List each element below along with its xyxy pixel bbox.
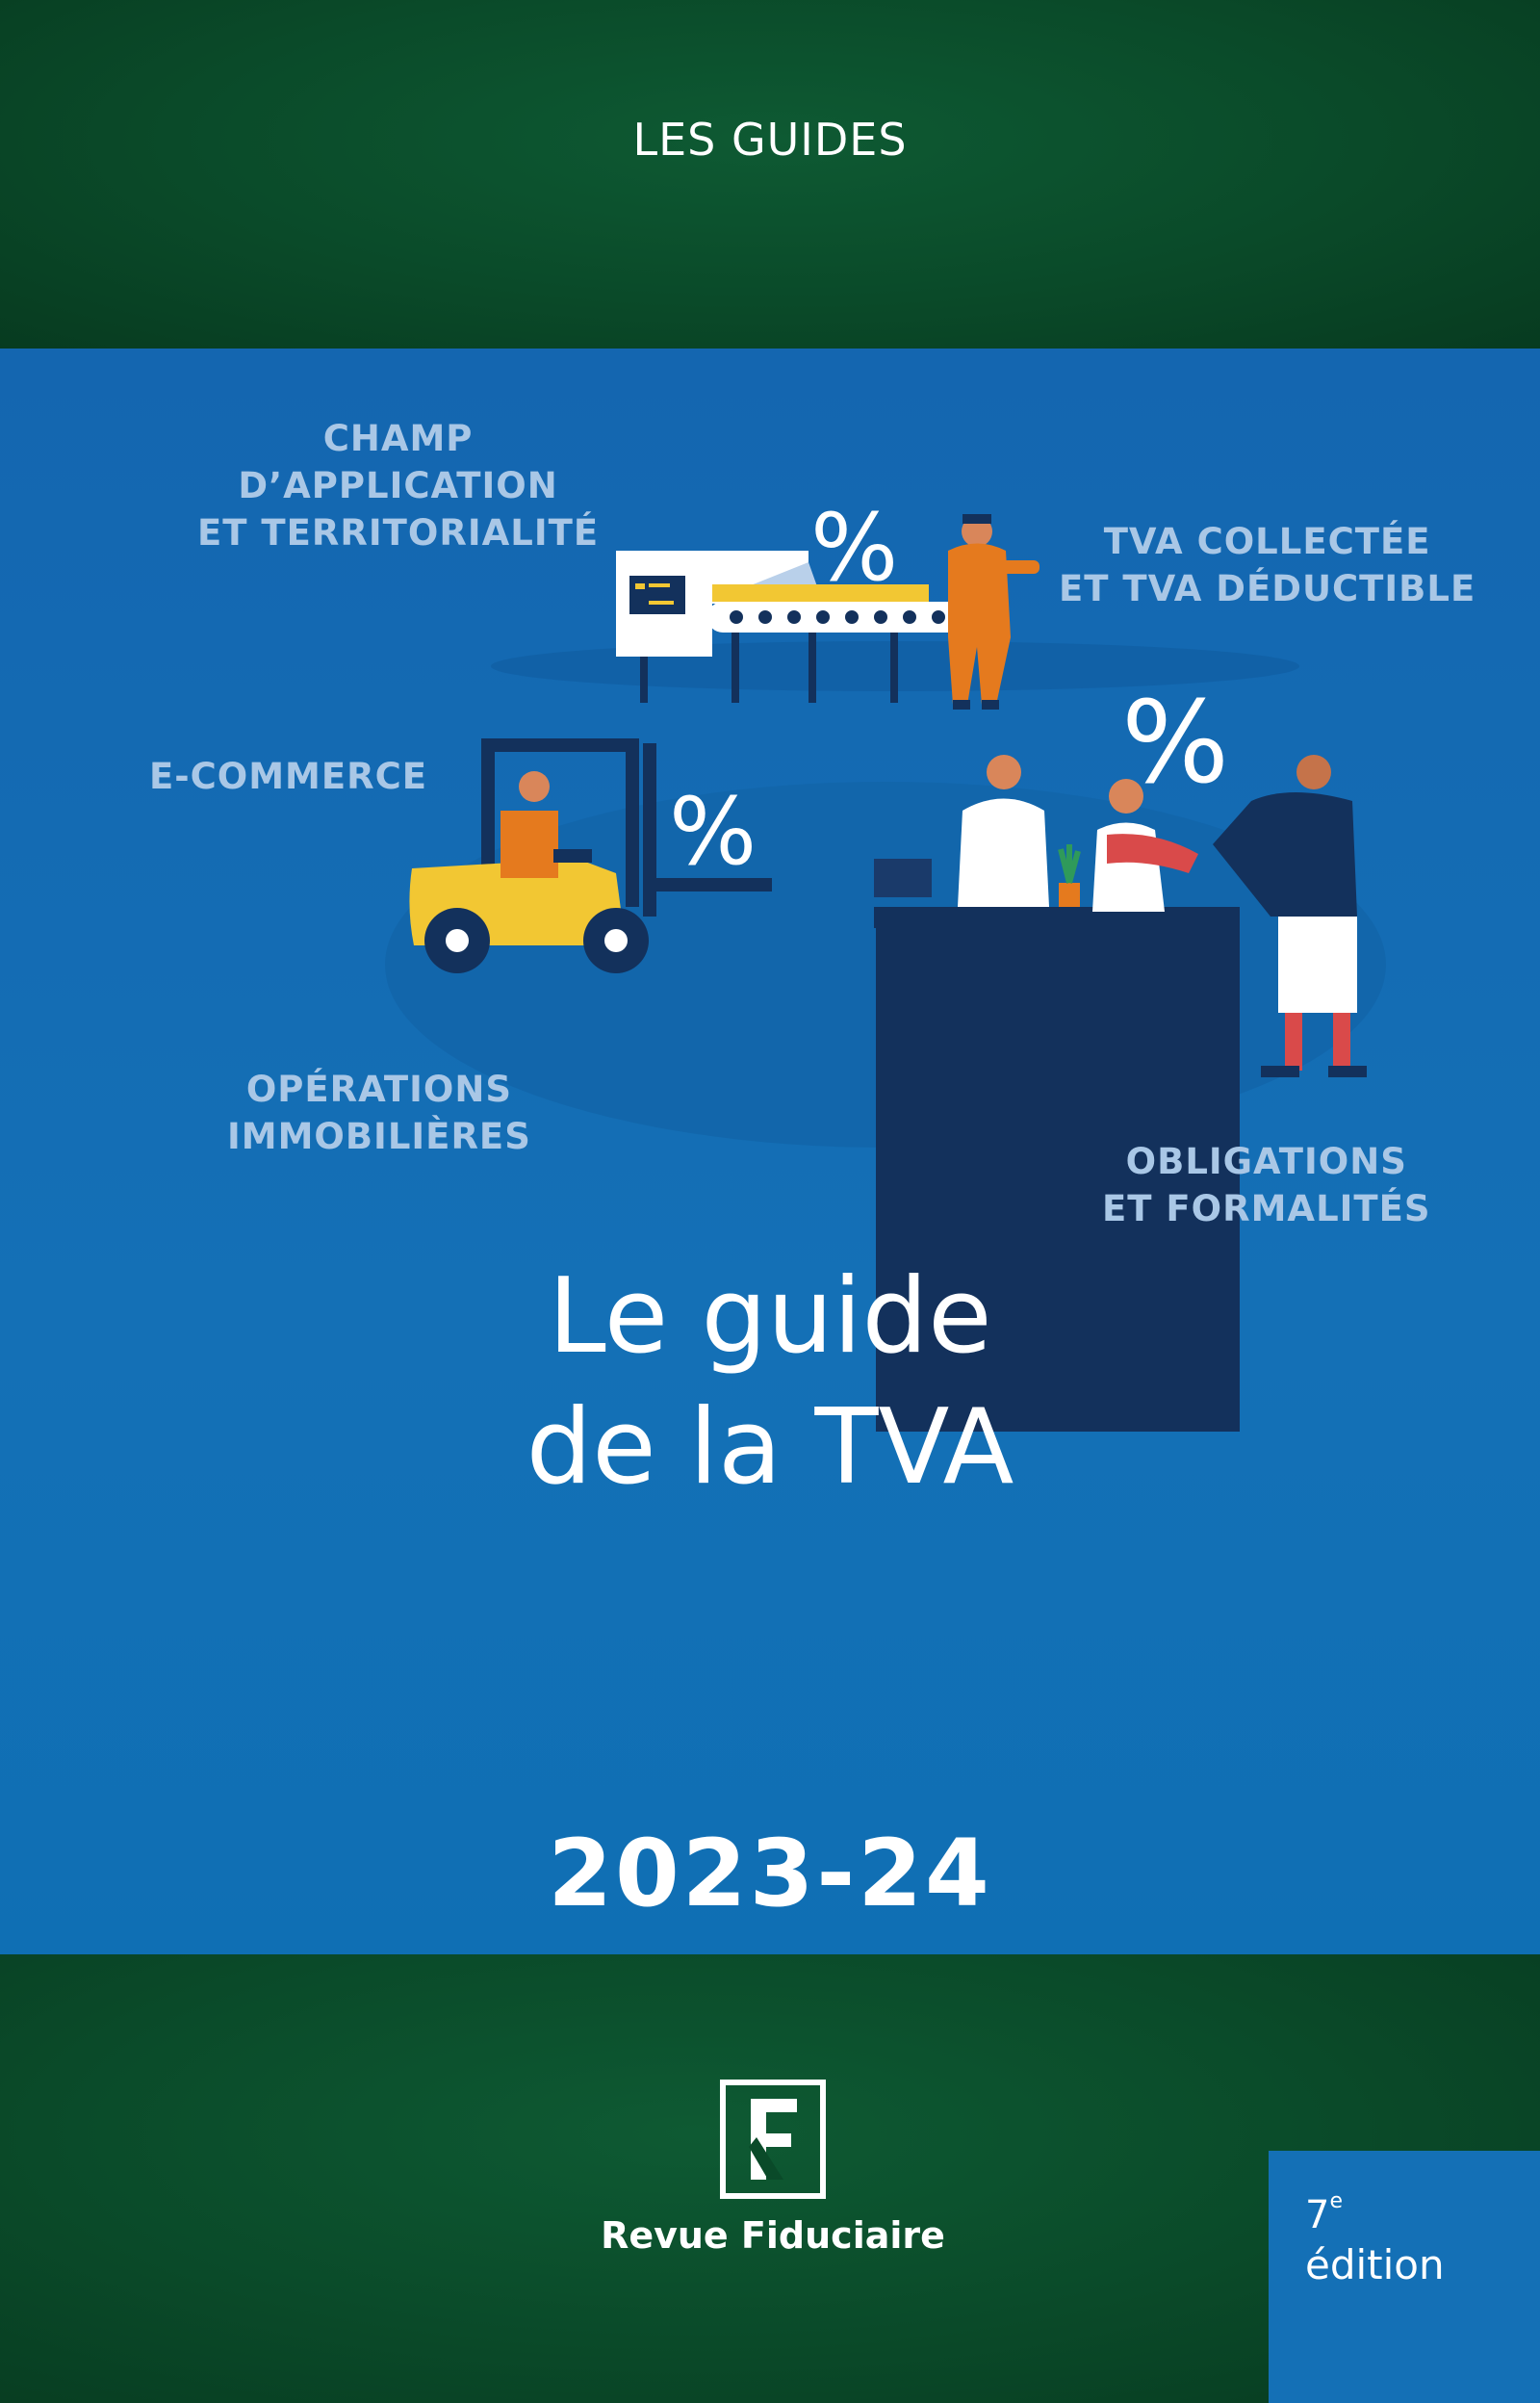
percent-symbol-icon: % xyxy=(810,494,899,602)
top-band xyxy=(0,0,1540,349)
book-title: Le guide de la TVA xyxy=(526,1256,1014,1508)
edition-label: édition xyxy=(1305,2241,1445,2288)
topic-champ: CHAMP D’APPLICATION ET TERRITORIALITÉ xyxy=(197,418,600,554)
topic-immobilier: OPÉRATIONS IMMOBILIÈRES xyxy=(227,1069,531,1157)
edition-year: 2023-24 xyxy=(548,1820,992,1927)
cover-panel xyxy=(0,349,1540,1954)
edition-badge xyxy=(1269,2151,1540,2403)
topic-tva-collectee: TVA COLLECTÉE ET TVA DÉDUCTIBLE xyxy=(1059,521,1476,609)
topic-ecommerce: E-COMMERCE xyxy=(149,756,428,797)
percent-symbol-icon: % xyxy=(1121,676,1230,809)
receptionist-icon xyxy=(958,755,1049,907)
series-label: LES GUIDES xyxy=(632,114,908,166)
topic-obligations: OBLIGATIONS ET FORMALITÉS xyxy=(1102,1141,1431,1229)
edition-number: 7e xyxy=(1305,2189,1343,2237)
revue-fiduciaire-logo-icon xyxy=(720,2080,826,2199)
publisher-name: Revue Fiduciaire xyxy=(601,2214,945,2257)
percent-symbol-icon: % xyxy=(669,778,757,886)
